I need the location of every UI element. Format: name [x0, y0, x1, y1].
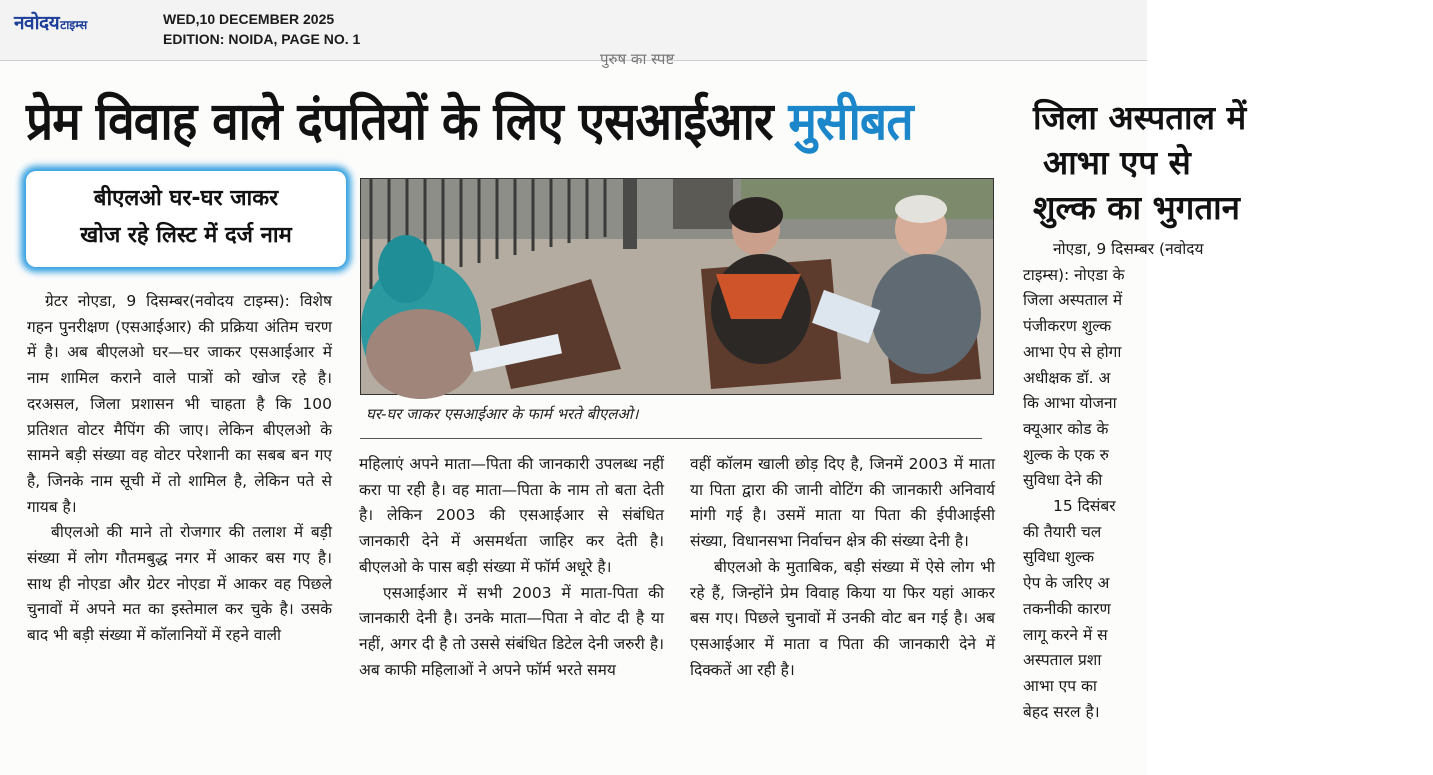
- right-story-line: की तैयारी चल: [1023, 522, 1102, 541]
- newspaper-page: [0, 50, 1247, 775]
- right-story-line: नोएडा, 9 दिसम्बर (नवोदय: [1053, 240, 1204, 258]
- right-story-line: सुविधा देने की: [1023, 471, 1103, 490]
- right-story-line: पंजीकरण शुल्क: [1023, 317, 1112, 336]
- logo-sub: टाइम्स: [60, 18, 88, 32]
- article-column-1: [27, 289, 332, 649]
- right-story-line: सुविधा शुल्क: [1023, 548, 1095, 567]
- subheadline-line: बीएलओ घर-घर जाकर: [93, 186, 279, 211]
- edition-line: EDITION: NOIDA, PAGE NO. 1: [163, 31, 361, 47]
- headline-highlight: मुसीबत: [788, 92, 913, 152]
- article-column-2: [359, 452, 664, 683]
- paragraph: बीएलओ के मुताबिक, बड़ी संख्या में ऐसे लोग भी रहे हैं, जिन्होंने प्रेम विवाह किया या फिर यहां आकर बस गए। पिछले चुनावों में उनकी वोट बन गई है। अब एसआईआर में माता व पिता की जानकारी देने में दिक्कतें आ रही है।: [690, 557, 995, 679]
- right-story-line: आभा ऐप से होगा: [1023, 342, 1122, 361]
- subheadline-box: [26, 171, 346, 267]
- divider: [360, 438, 982, 439]
- article-column-3: [690, 452, 995, 683]
- app-header: [0, 0, 1147, 61]
- right-headline-line: शुल्क का भुगतान: [1033, 188, 1240, 227]
- photo-illustration: [361, 179, 993, 394]
- right-story-line: जिला अस्पताल में: [1023, 291, 1123, 310]
- clipped-top-text: पुरुष का स्पष्ट: [600, 50, 675, 68]
- newspaper-logo[interactable]: [14, 9, 87, 35]
- right-story-headline: [1033, 95, 1433, 230]
- paragraph: ग्रेटर नोएडा, 9 दिसम्बर(नवोदय टाइम्स): विशेष गहन पुनरीक्षण (एसआईआर) की प्रक्रिया अंतिम चरण में है। अब बीएलओ घर—घर जाकर एसआईआर में नाम शामिल कराने वाले पात्रों को खोज रहे है। दरअसल, जिला प्रशासन भी चाहता है कि 100 प्रतिशत वोटर मैपिंग की जाए। लेकिन बीएलओ के सामने बड़ी संख्या वह वोटर परेशानी का सबब बन गए है, जिनके नाम सूची में तो शामिल है, लेकिन पते से गायब है।: [27, 292, 332, 516]
- edition-date: WED,10 DECEMBER 2025: [163, 11, 335, 27]
- right-story-line: तकनीकी कारण: [1023, 599, 1111, 618]
- right-story-line: शुल्क के एक रु: [1023, 445, 1109, 464]
- subheadline-text: [26, 180, 346, 254]
- right-story-line: आभा एप का: [1023, 676, 1097, 695]
- logo-main: नवोदय: [14, 12, 60, 34]
- right-story-line: कि आभा योजना: [1023, 394, 1117, 413]
- right-story-line: लागू करने में स: [1023, 625, 1108, 644]
- right-headline-line: आभा एप से: [1043, 143, 1191, 182]
- headline-main: प्रेम विवाह वाले दंपतियों के लिए एसआईआर: [26, 92, 789, 152]
- edition-info: [163, 9, 360, 49]
- right-story-line: टाइम्स): नोएडा के: [1023, 265, 1125, 284]
- right-headline-line: जिला अस्पताल में: [1033, 98, 1247, 137]
- paragraph: वहीं कॉलम खाली छोड़ दिए है, जिनमें 2003 में माता या पिता द्वारा की जानी वोटिंग की जानकारी अनिवार्य मांगी गई है। उसमें माता या पिता की ईपीआईसी संख्या, विधानसभा निर्वाचन क्षेत्र की संख्या देनी है।: [690, 455, 995, 551]
- news-photo: [360, 178, 994, 395]
- subheadline-line: खोज रहे लिस्ट में दर्ज नाम: [80, 223, 292, 248]
- right-story-line: 15 दिसंबर: [1053, 497, 1116, 516]
- right-story-line: अधीक्षक डॉ. अ: [1023, 368, 1111, 387]
- right-story-column: [1023, 237, 1403, 725]
- right-story-line: क्यूआर कोड के: [1023, 419, 1109, 438]
- paragraph: महिलाएं अपने माता—पिता की जानकारी उपलब्ध नहीं करा पा रही है। वह माता—पिता के नाम तो बता देती है। लेकिन 2003 की एसआईआर से संबंधित जानकारी देने में असमर्थता जाहिर कर देती है। बीएलओ के पास बड़ी संख्या में फॉर्म अधूरे है।: [359, 455, 664, 576]
- right-story-line: अस्पताल प्रशा: [1023, 651, 1102, 670]
- headline: [26, 89, 913, 155]
- paragraph: एसआईआर में सभी 2003 में माता-पिता की जानकारी देनी है। उनके माता—पिता ने वोट दी है या नहीं, अगर दी है तो उससे संबंधित डिटेल देनी जरुरी है। अब काफी महिलाओं ने अपने फॉर्म भरते समय: [359, 583, 664, 679]
- right-story-line: बेहद सरल है।: [1023, 702, 1100, 721]
- right-story-line: ऐप के जरिए अ: [1023, 574, 1110, 593]
- photo-caption: घर-घर जाकर एसआईआर के फार्म भरते बीएलओ।: [366, 405, 639, 423]
- paragraph: बीएलओ की माने तो रोजगार की तलाश में बड़ी संख्या में लोग गौतमबुद्ध नगर में आकर बस गए है। साथ ही नोएडा और ग्रेटर नोएडा में आकर वह पिछले चुनावों में अपने मत का इस्तेमाल कर चुके है। उसके बाद भी बड़ी संख्या में कॉलानियों में रहने वाली: [27, 523, 332, 645]
